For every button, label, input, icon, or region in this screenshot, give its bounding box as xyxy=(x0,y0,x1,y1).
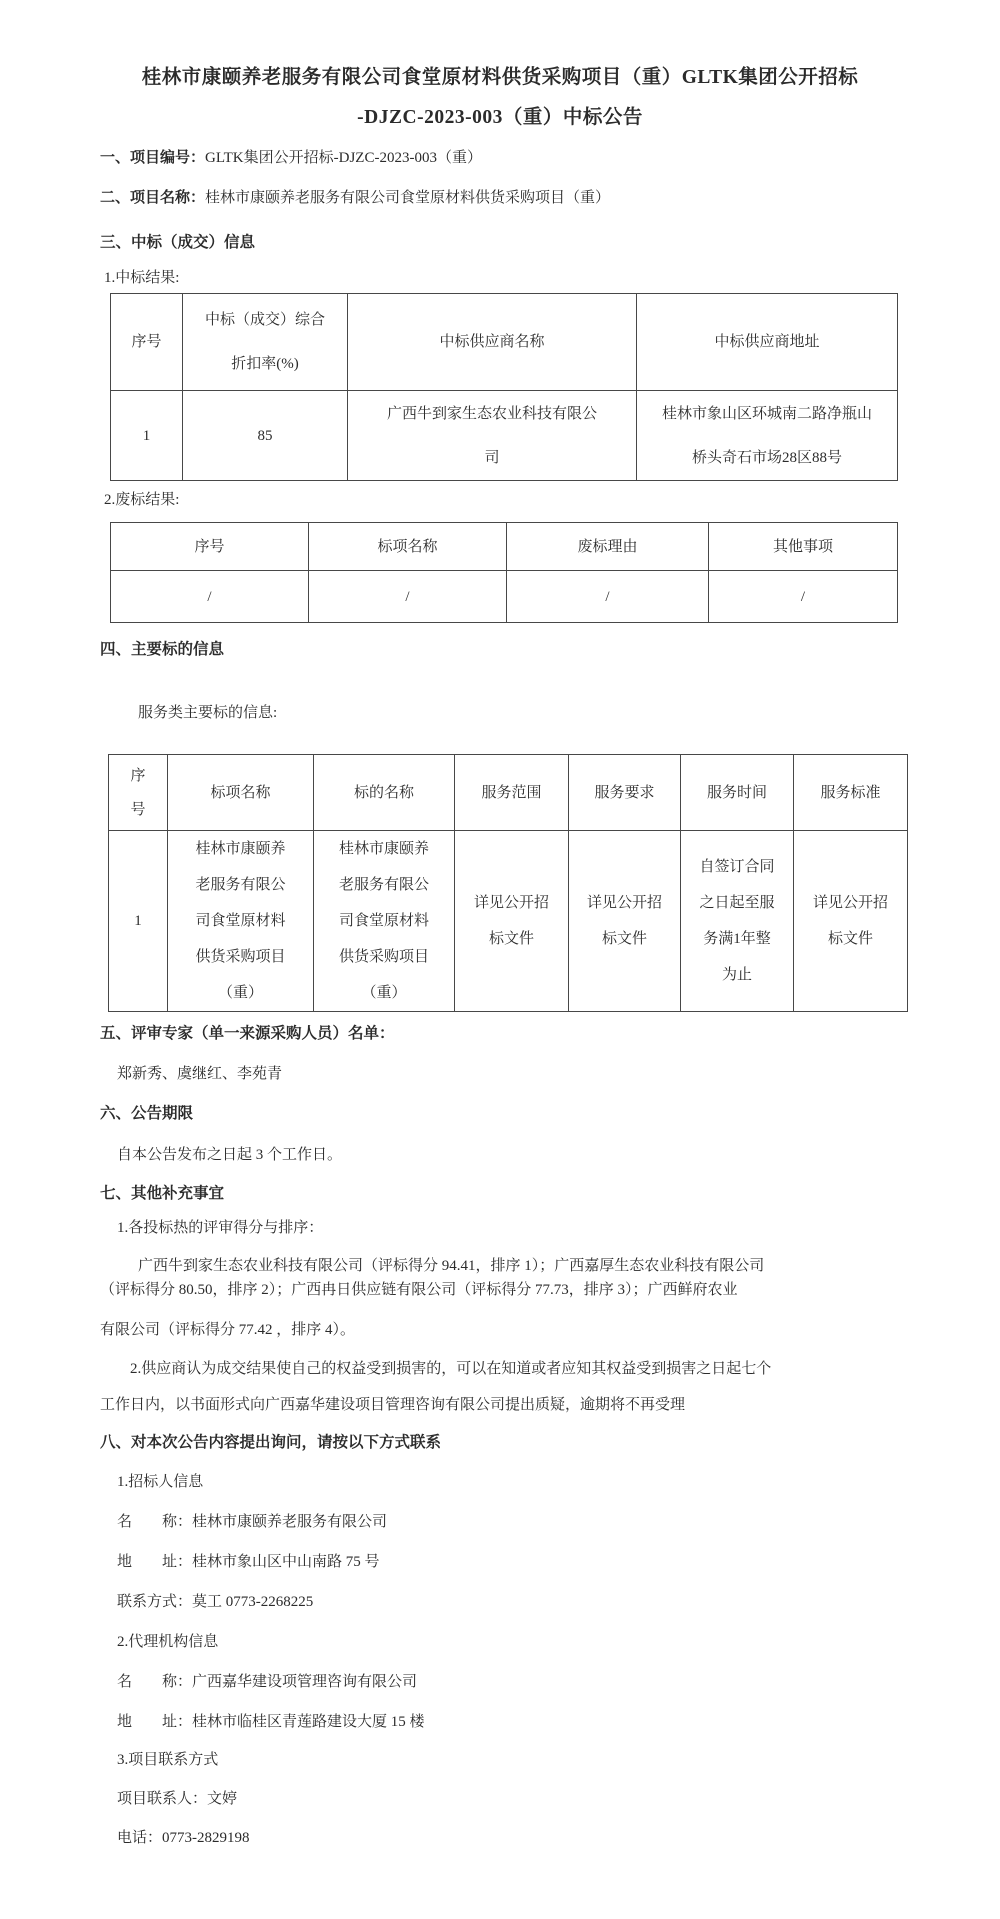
table-header-cell: 序号 xyxy=(109,755,168,831)
rejected-table-data-row xyxy=(111,571,898,623)
service-table-header-row xyxy=(109,755,908,831)
table-header-cell: 服务时间 xyxy=(681,755,794,831)
project-contact-phone: 电话：0773-2829198 xyxy=(117,1830,250,1846)
rejected-result-subheading: 2.废标结果: xyxy=(104,492,180,508)
table-header-cell: 服务要求 xyxy=(569,755,681,831)
objection-paragraph-line1: 2.供应商认为成交结果使自己的权益受到损害的，可以在知道或者应知其权益受到损害之日起七个 xyxy=(130,1361,772,1377)
service-table-data-row xyxy=(109,831,908,1012)
section4-heading: 四、主要标的信息 xyxy=(100,641,225,658)
table-cell: 1 xyxy=(111,391,183,481)
project-number-label: 一、项目编号： xyxy=(100,150,206,166)
rejected-bid-table xyxy=(110,522,898,623)
table-cell: 桂林市康颐养老服务有限公司食堂原材料供货采购项目（重） xyxy=(168,831,314,1012)
project-number-line xyxy=(100,148,482,168)
table-header-cell: 序号 xyxy=(111,523,309,571)
table-cell: / xyxy=(507,571,709,623)
table-cell: 详见公开招标文件 xyxy=(569,831,681,1012)
agency-info-subheading: 2.代理机构信息 xyxy=(117,1634,219,1650)
section8-heading: 八、对本次公告内容提出询问，请按以下方式联系 xyxy=(100,1434,442,1451)
table-header-cell: 中标供应商地址 xyxy=(637,294,898,391)
score-ranking-subheading: 1.各投标热的评审得分与排序： xyxy=(117,1220,324,1236)
table-cell: / xyxy=(709,571,898,623)
table-cell: 85 xyxy=(183,391,348,481)
score-paragraph-line1: 广西牛到家生态农业科技有限公司（评标得分 94.41，排序 1）；广西嘉厚生态农业科技有限公司 xyxy=(138,1258,765,1274)
table-cell: 详见公开招标文件 xyxy=(794,831,908,1012)
table-cell: / xyxy=(309,571,507,623)
table-cell: 1 xyxy=(109,831,168,1012)
tenderer-name: 名 称：桂林市康颐养老服务有限公司 xyxy=(117,1514,388,1530)
table-cell: 桂林市象山区环城南二路净瓶山桥头奇石市场28区88号 xyxy=(637,391,898,481)
announcement-period-text: 自本公告发布之日起 3 个工作日。 xyxy=(117,1147,343,1163)
project-contact-person: 项目联系人：文婷 xyxy=(117,1791,238,1807)
table-cell: 自签订合同之日起至服务满1年整为止 xyxy=(681,831,794,1012)
table-header-cell: 废标理由 xyxy=(507,523,709,571)
award-table-data-row xyxy=(111,391,898,481)
document-title-line1: 桂林市康颐养老服务有限公司食堂原材料供货采购项目（重）GLTK集团公开招标 xyxy=(141,67,859,88)
award-table-header-row xyxy=(111,294,898,391)
document-title-line2: -DJZC-2023-003（重）中标公告 xyxy=(357,107,643,128)
project-name-label: 二、项目名称： xyxy=(100,190,206,206)
table-header-cell: 标项名称 xyxy=(309,523,507,571)
service-info-table xyxy=(108,754,908,1012)
table-cell: 详见公开招标文件 xyxy=(455,831,569,1012)
table-header-cell: 其他事项 xyxy=(709,523,898,571)
agency-name: 名 称：广西嘉华建设项管理咨询有限公司 xyxy=(117,1674,418,1690)
score-paragraph-line3: 有限公司（评标得分 77.42 ，排序 4）。 xyxy=(100,1322,356,1338)
project-contact-subheading: 3.项目联系方式 xyxy=(117,1752,219,1768)
project-name-line xyxy=(100,188,610,208)
table-header-cell: 服务范围 xyxy=(455,755,569,831)
table-header-cell: 标项名称 xyxy=(168,755,314,831)
project-name-value: 桂林市康颐养老服务有限公司食堂原材料供货采购项目（重） xyxy=(205,190,611,206)
award-result-table xyxy=(110,293,898,481)
expert-names: 郑新秀、虞继红、李苑青 xyxy=(117,1066,283,1082)
section6-heading: 六、公告期限 xyxy=(100,1105,194,1122)
table-header-cell: 标的名称 xyxy=(314,755,455,831)
objection-paragraph-line2: 工作日内，以书面形式向广西嘉华建设项目管理咨询有限公司提出质疑，逾期将不再受理 xyxy=(100,1397,686,1413)
table-header-cell: 服务标准 xyxy=(794,755,908,831)
table-cell: 广西牛到家生态农业科技有限公司 xyxy=(348,391,637,481)
section7-heading: 七、其他补充事宜 xyxy=(100,1185,225,1202)
section5-heading: 五、评审专家（单一来源采购人员）名单： xyxy=(100,1025,395,1042)
section3-heading: 三、中标（成交）信息 xyxy=(100,234,256,251)
award-result-subheading: 1.中标结果: xyxy=(104,270,180,286)
project-number-value: GLTK集团公开招标-DJZC-2023-003（重） xyxy=(205,150,482,166)
table-header-cell: 序号 xyxy=(111,294,183,391)
table-cell: 桂林市康颐养老服务有限公司食堂原材料供货采购项目（重） xyxy=(314,831,455,1012)
tenderer-address: 地 址：桂林市象山区中山南路 75 号 xyxy=(117,1554,380,1570)
table-header-cell: 中标（成交）综合折扣率(%) xyxy=(183,294,348,391)
rejected-table-header-row xyxy=(111,523,898,571)
service-info-subheading: 服务类主要标的信息: xyxy=(138,705,278,721)
tenderer-contact: 联系方式：莫工 0773-2268225 xyxy=(117,1594,314,1610)
table-cell: / xyxy=(111,571,309,623)
table-header-cell: 中标供应商名称 xyxy=(348,294,637,391)
score-paragraph-line2: （评标得分 80.50，排序 2）；广西冉日供应链有限公司（评标得分 77.73，排序 3）；广西鲜府农业 xyxy=(100,1282,738,1298)
tenderer-info-subheading: 1.招标人信息 xyxy=(117,1474,204,1490)
agency-address: 地 址：桂林市临桂区青莲路建设大厦 15 楼 xyxy=(117,1714,425,1730)
